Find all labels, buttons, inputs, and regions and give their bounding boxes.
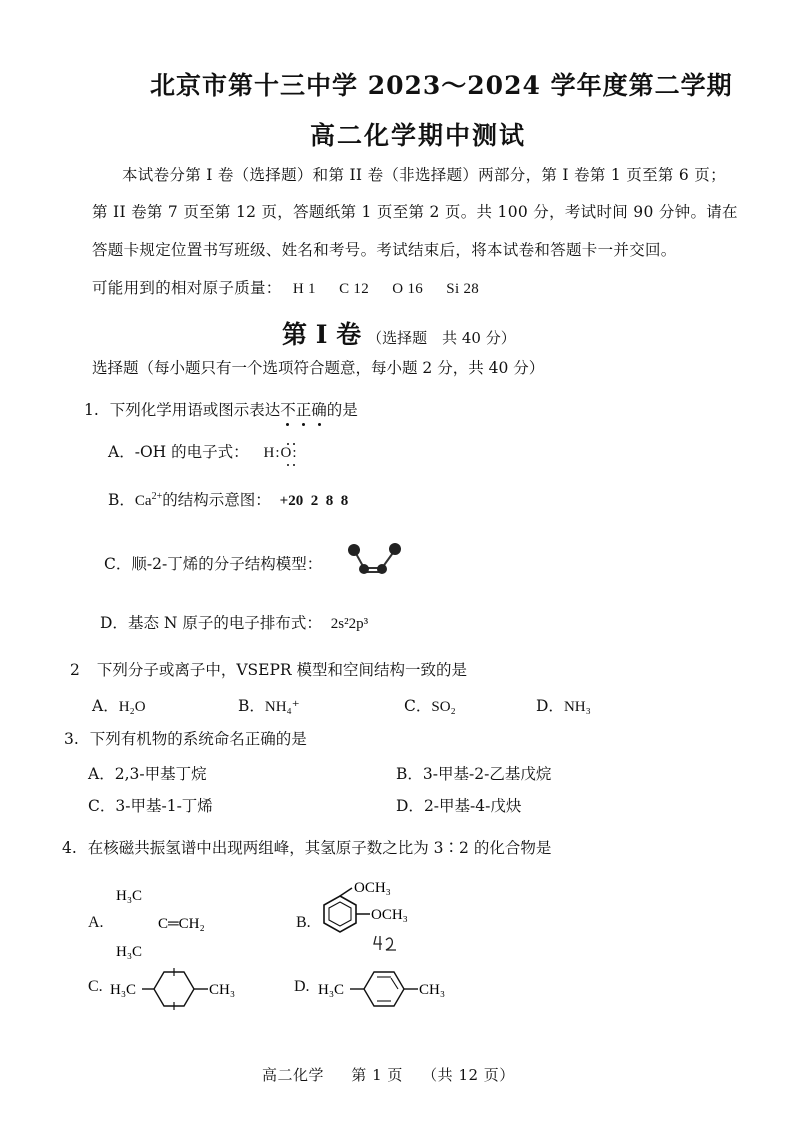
ca-ion-structure: +20 2 8 8 [279,493,349,509]
intro-line-2: 第 II 卷第 7 页至第 12 页，答题纸第 1 页至第 2 页。共 100 分，考试时间 90 分钟。请在 [92,203,738,221]
q3-option-b: B．3-甲基-2-乙基戊烷 [396,765,552,783]
q2-option-b: B．NH₄⁺ [238,697,300,715]
footer-subject: 高二化学 [262,1066,325,1084]
atomic-mass-o: O 16 [392,281,424,297]
q4-option-c-label: C. [88,978,103,995]
q1-option-d: D．基态 N 原子的电子排布式： 2s²2p³ [100,614,369,632]
q1-option-b: B．$Ca^{2+}$的结构示意图： +20 2 8 8 [108,490,349,509]
q3-option-c: C．3-甲基-1-丁烯 [88,797,213,815]
q4-structure-a [110,880,230,962]
section-note: （选择题 共 40 分） [367,329,516,347]
intro-line-3: 答题卡规定位置书写班级、姓名和考号。考试结束后，将本试卷和答题卡一并交回。 [92,241,677,259]
q1-option-c: C．顺-2-丁烯的分子结构模型： [104,555,323,573]
atomic-mass-label: 可能用到的相对原子质量： [92,279,282,297]
q3-option-a: A．2,3-甲基丁烷 [88,765,207,783]
section-instruction: 选择题（每小题只有一个选项符合题意，每小题 2 分，共 40 分） [92,359,545,377]
question-1-stem: 1. 下列化学用语或图示表达不正确 的是 [84,398,358,420]
q4-option-a-label: A. [88,914,104,931]
emphasis-text: 不正确 [280,401,327,419]
atomic-mass-h: H 1 [292,281,316,297]
section-title: 第 I 卷 [282,320,362,349]
structure-b-methoxy-1: OCH₃ [354,880,391,896]
atomic-mass-row [92,276,479,298]
structure-c-right-methyl: CH₃ [209,982,236,998]
q2-option-d: D．NH₃ [536,697,591,715]
structure-a-alkene: C═CH₂ [158,916,205,932]
structure-d-right-methyl: CH₃ [419,982,446,998]
q4-option-b-label: B. [296,914,311,931]
structure-c-left-methyl: H₃C [110,982,137,998]
footer-page: 第 1 页 [351,1066,403,1084]
q2-option-c: C．SO₂ [404,697,456,715]
question-number: 4. [62,839,77,857]
question-number: 2 [70,661,80,679]
section-heading [282,315,516,351]
q4-structure-d [312,962,462,1014]
question-2-stem: 2 下列分子或离子中，VSEPR 模型和空间结构一致的是 [70,661,467,679]
structure-d-left-methyl: H₃C [318,982,345,998]
structure-a-top-methyl: H₃C [116,888,143,904]
nitrogen-electron-config: 2s²2p³ [330,616,369,632]
footer-total: （共 12 页） [422,1066,515,1084]
q4-structure-c [106,962,246,1014]
question-number: 3. [64,730,79,748]
structure-b-methoxy-2: OCH₃ [371,907,408,923]
page-title: 北京市第十三中学 2023～2024 学年度第二学期 [150,71,733,100]
intro-line-1: 本试卷分第 I 卷（选择题）和第 II 卷（非选择题）两部分，第 I 卷第 1 页至第 6 页； [122,166,726,184]
q4-option-d-label: D. [294,978,310,995]
atomic-mass-c: C 12 [339,281,370,297]
cis-2-butene-model [340,538,410,580]
question-3-stem: 3. 下列有机物的系统命名正确的是 [64,730,307,748]
q2-option-a: A．H₂O [92,697,146,715]
structure-a-bottom-methyl: H₃C [116,944,143,960]
q1-option-a: A．-OH 的电子式： H:O: [108,440,298,462]
atomic-mass-si: Si 28 [446,281,480,297]
hydroxyl-electron-formula: H:O: [264,445,298,461]
page-footer [262,1064,515,1085]
handwritten-mark [372,932,402,952]
question-number: 1. [84,401,99,419]
q3-option-d: D．2-甲基-4-戊炔 [396,797,522,815]
question-4-stem: 4. 在核磁共振氢谱中出现两组峰，其氢原子数之比为 3∶2 的化合物是 [62,839,552,857]
page-subtitle: 高二化学期中测试 [310,121,527,150]
